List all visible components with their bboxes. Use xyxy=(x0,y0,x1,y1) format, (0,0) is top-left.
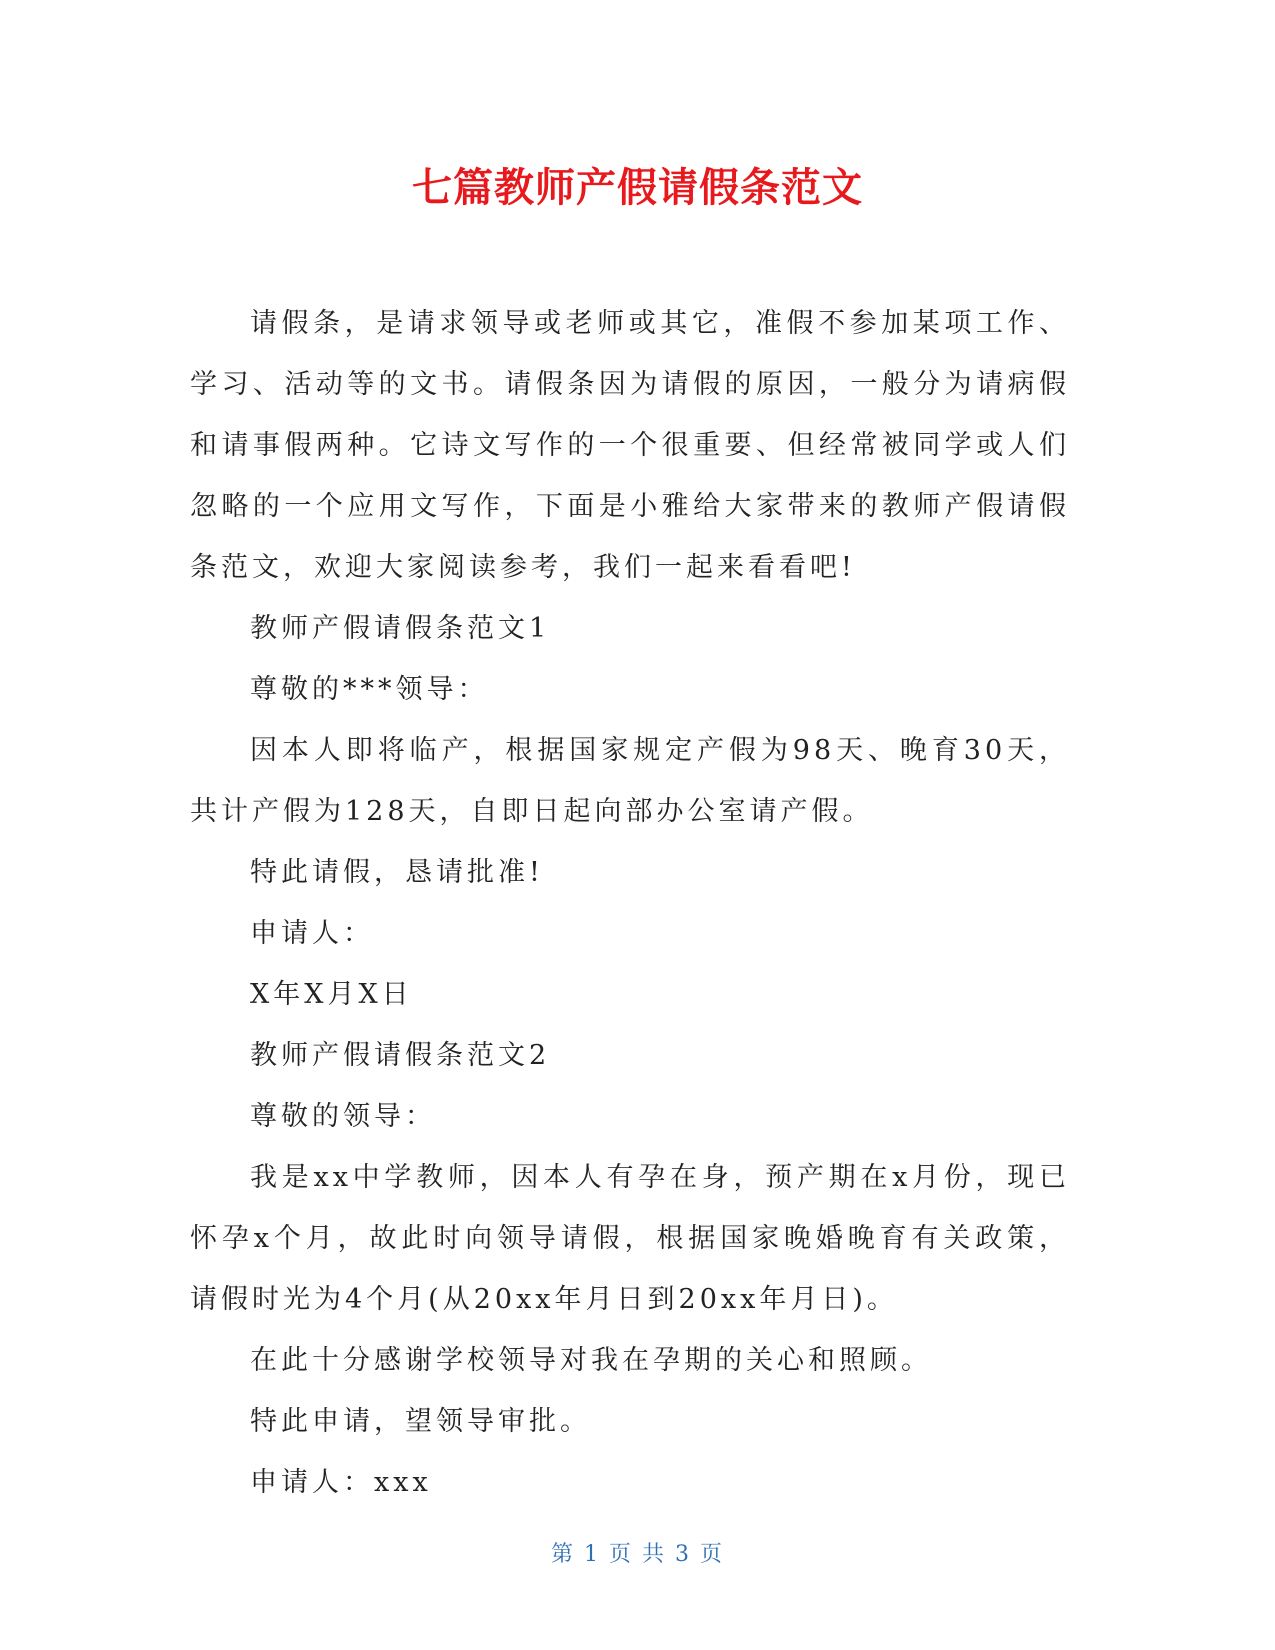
applicant-2: 申请人：xxx xyxy=(250,1467,432,1498)
salutation-1: 尊敬的***领导： xyxy=(250,674,489,705)
section-heading-2: 教师产假请假条范文2 xyxy=(250,1040,551,1071)
section-heading-1: 教师产假请假条范文1 xyxy=(250,613,551,644)
date-1: X年X月X日 xyxy=(250,979,413,1010)
document-body xyxy=(190,293,1070,1513)
closing-1: 特此请假，恳请批准! xyxy=(250,857,544,888)
body-paragraph-2: 我是xx中学教师，因本人有孕在身，预产期在x月份，现已怀孕x个月，故此时向领导请假，根据国家晚婚晚育有关政策，请假时光为4个月(从20xx年月日到20xx年月日)。 xyxy=(190,1162,1070,1315)
page-number-footer: 第 1 页 共 3 页 xyxy=(551,1542,724,1567)
applicant-1: 申请人： xyxy=(250,918,374,949)
closing-2: 特此申请，望领导审批。 xyxy=(250,1406,591,1437)
salutation-2: 尊敬的领导： xyxy=(250,1101,436,1132)
intro-paragraph: 请假条，是请求领导或老师或其它，准假不参加某项工作、学习、活动等的文书。请假条因为请假的原因，一般分为请病假和请事假两种。它诗文写作的一个很重要、但经常被同学或人们忽略的一个应用文写作，下面是小雅给大家带来的教师产假请假条范文，欢迎大家阅读参考，我们一起来看看吧! xyxy=(190,308,1070,583)
body-paragraph-1: 因本人即将临产，根据国家规定产假为98天、晚育30天，共计产假为128天，自即日起向部办公室请产假。 xyxy=(190,735,1070,827)
thanks-paragraph-2: 在此十分感谢学校领导对我在孕期的关心和照顾。 xyxy=(250,1345,932,1376)
page-title: 七篇教师产假请假条范文 xyxy=(412,165,863,211)
